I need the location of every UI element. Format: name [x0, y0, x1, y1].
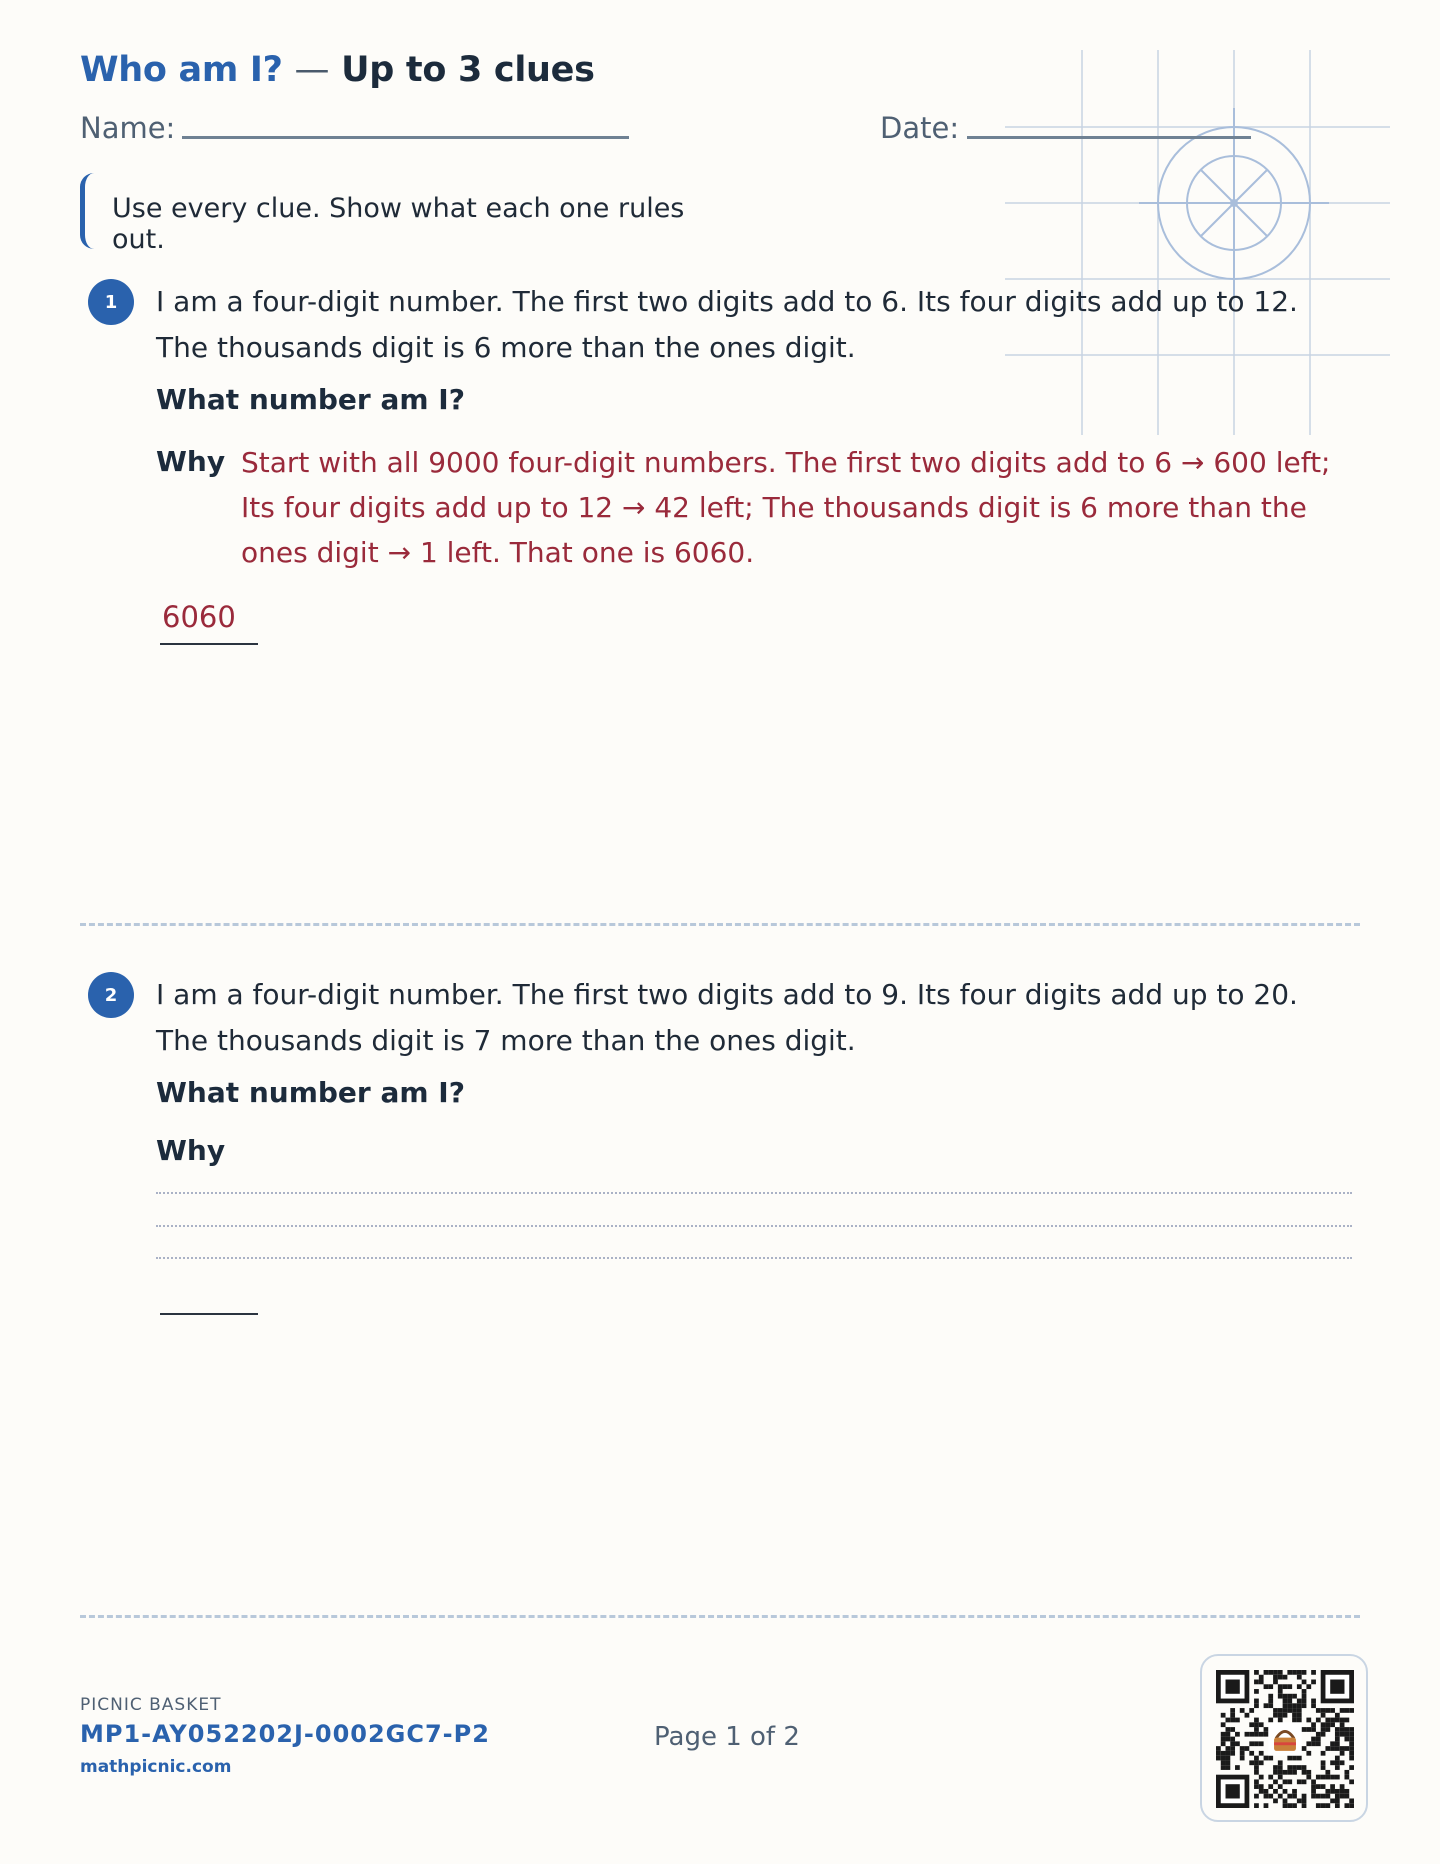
- question-number-badge: 2: [88, 972, 134, 1018]
- question-separator: [80, 1615, 1360, 1618]
- why-writing-line[interactable]: [156, 1192, 1352, 1194]
- why-label: Why: [156, 1134, 226, 1167]
- date-field[interactable]: [967, 136, 1251, 139]
- question-ask: What number am I?: [156, 1076, 465, 1109]
- title-main: Up to 3 clues: [341, 50, 595, 90]
- callout-bracket: [80, 173, 94, 249]
- question-text: I am a four-digit number. The first two digits add to 9. Its four digits add up to 20. The thousands digit is 7 more than the ones digit.: [156, 978, 1298, 1057]
- title-dash: —: [294, 50, 330, 90]
- footer-code: MP1-AY052202J-0002GC7-P2: [80, 1720, 490, 1748]
- answer-line[interactable]: [160, 1313, 258, 1315]
- page-number: Page 1 of 2: [654, 1722, 800, 1752]
- why-writing-line[interactable]: [156, 1225, 1352, 1227]
- page-title: [80, 50, 595, 90]
- instruction-callout: [80, 173, 720, 255]
- why-label: Why: [156, 445, 226, 478]
- instruction-text: Use every clue. Show what each one rules out.: [112, 193, 685, 255]
- question-text: I am a four-digit number. The first two digits add to 6. Its four digits add up to 12. The thousands digit is 6 more than the ones digit.: [156, 285, 1298, 364]
- crosshair-target-icon: [1005, 50, 1390, 435]
- qr-code-icon: [1200, 1654, 1368, 1822]
- question-number-badge: 1: [88, 279, 134, 325]
- question-ask: What number am I?: [156, 383, 465, 416]
- why-explanation[interactable]: Start with all 9000 four-digit numbers. The first two digits add to 6 → 600 left; Its four digits add up to 12 → 42 left; The thousands digit is 6 more than the ones digit → 1 left. That one is 6060.: [241, 446, 1331, 569]
- why-writing-line[interactable]: [156, 1257, 1352, 1259]
- question-separator: [80, 923, 1360, 926]
- footer-brand: PICNIC BASKET: [80, 1695, 222, 1715]
- title-accent: Who am I?: [80, 50, 283, 90]
- answer-line: [160, 643, 258, 645]
- name-field[interactable]: [182, 136, 629, 139]
- qr-code-graphic: [1216, 1670, 1354, 1808]
- footer-site-link[interactable]: mathpicnic.com: [80, 1757, 232, 1777]
- date-label: Date:: [880, 111, 960, 145]
- name-label: Name:: [80, 111, 176, 145]
- answer-value[interactable]: 6060: [162, 600, 236, 634]
